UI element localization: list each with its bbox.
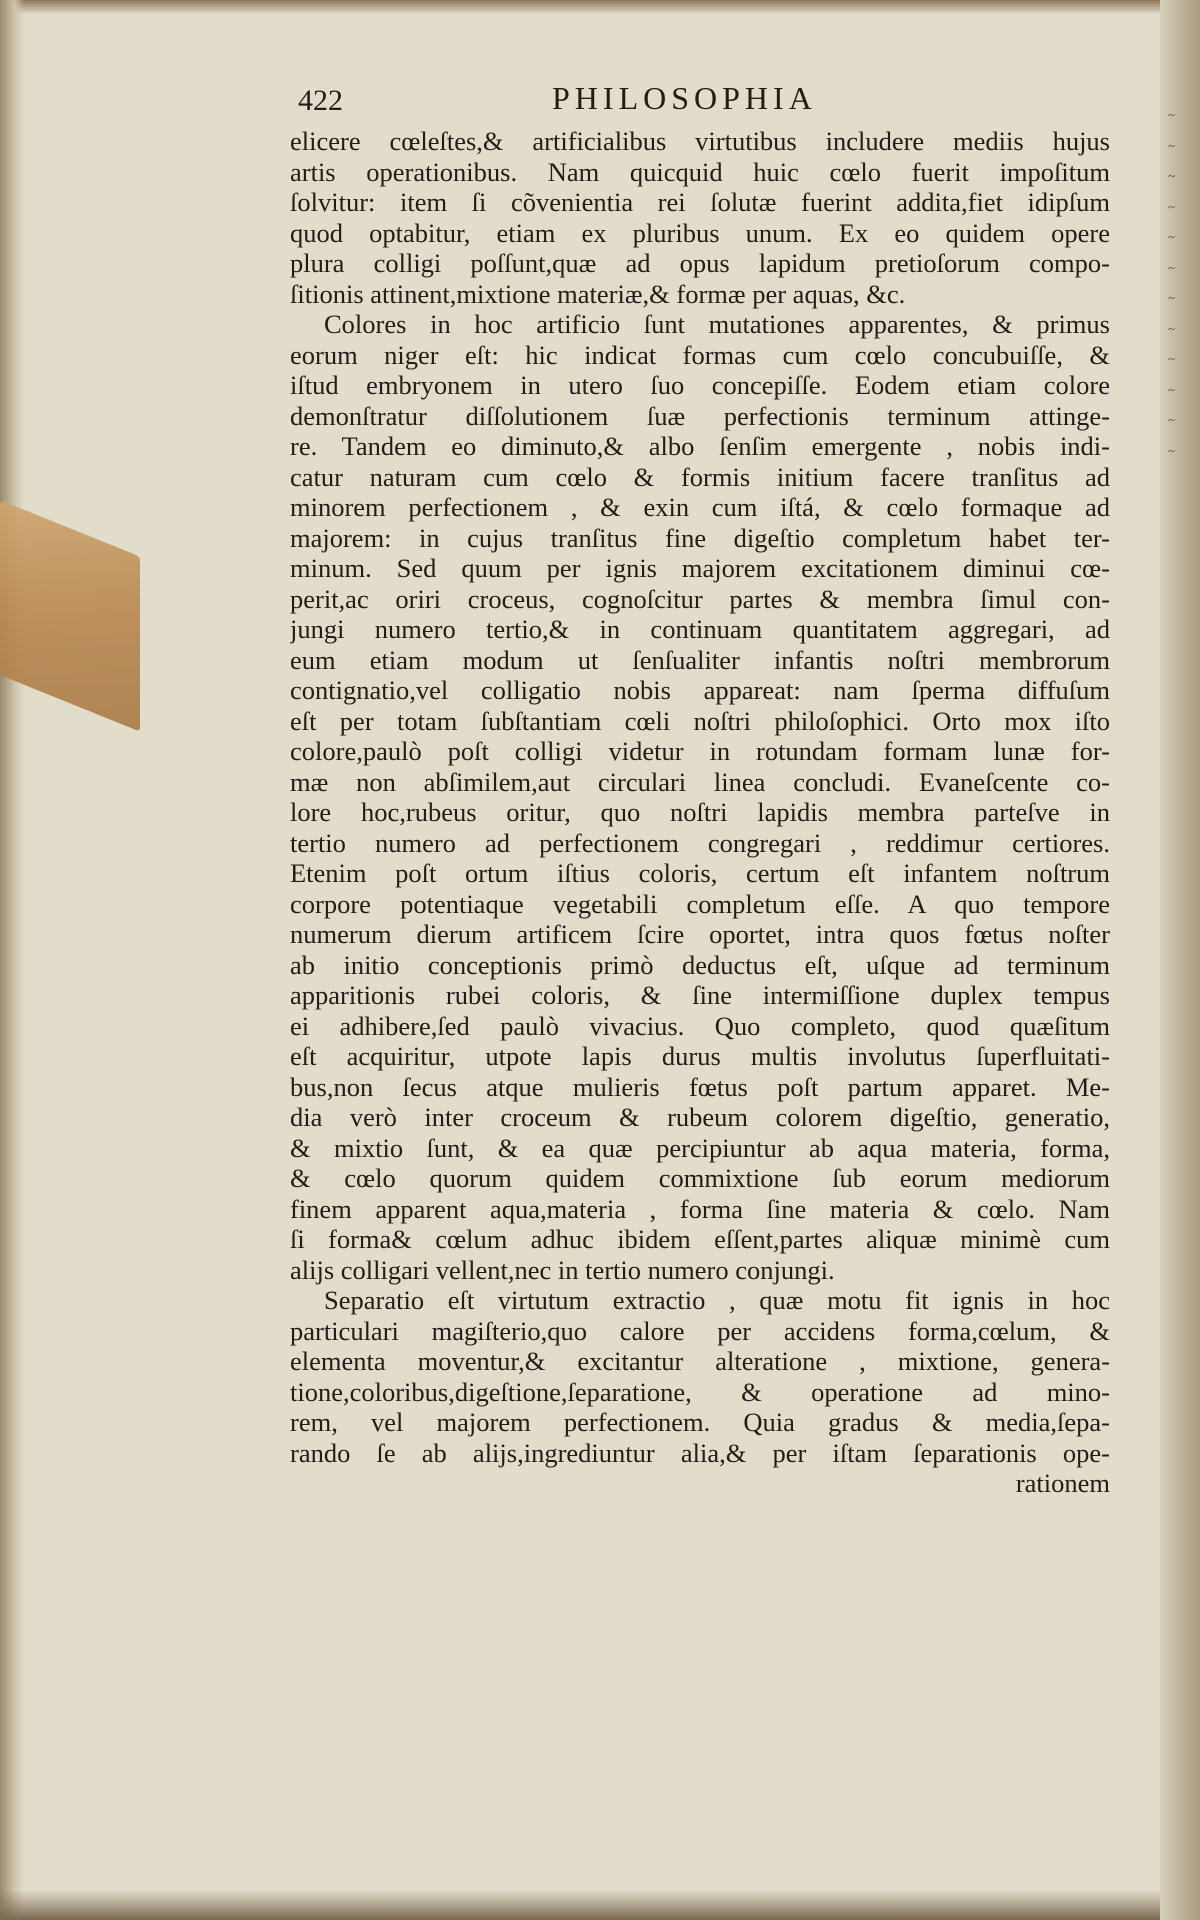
text-line: lore hoc,rubeus oritur, quo noſtri lapidis membra parteſve in: [290, 797, 1110, 827]
text-line: ſi forma& cœlum adhuc ibidem eſſent,partes aliquæ minimè cum: [290, 1224, 1110, 1254]
running-title: PHILOSOPHIA: [552, 80, 817, 116]
margin-fragment: ~: [1168, 259, 1176, 275]
margin-fragment: ~: [1168, 198, 1176, 214]
text-line: re. Tandem eo diminuto,& albo ſenſim emergente , nobis indi-: [290, 431, 1110, 461]
text-line: mæ non abſimilem,aut circulari linea concludi. Evaneſcente co-: [290, 766, 1110, 797]
text-line: quod optabitur, etiam ex pluribus unum. Ex eo quidem opere: [290, 217, 1110, 248]
page-text-block: [290, 80, 1110, 1499]
text-line: jungi numero tertio,& in continuam quantitatem aggregari, ad: [290, 614, 1110, 644]
text-line: apparitionis rubei coloris, & ſine intermiſſione duplex tempus: [290, 980, 1110, 1010]
page-left-edge: [0, 0, 24, 1920]
text-line: numerum dierum artificem ſcire oportet, intra quos fœtus noſter: [290, 919, 1110, 949]
text-line: particulari magiſterio,quo calore per accidens forma,cœlum, &: [290, 1315, 1110, 1346]
margin-fragment: ~: [1168, 320, 1176, 336]
catchword: rationem: [1015, 1468, 1110, 1498]
text-line: ſolvitur: item ſi cõvenientia rei ſolutæ fuerint addita,fiet idipſum: [290, 187, 1110, 217]
margin-fragment: ~: [1168, 107, 1176, 122]
text-line: dia verò inter croceum & rubeum colorem digeſtio, generatio,: [290, 1102, 1110, 1132]
text-line: alijs colligari vellent,nec in tertio numero conjungi.: [290, 1254, 835, 1285]
margin-fragment: ~: [1168, 229, 1176, 244]
text-line: & cœlo quorum quidem commixtione ſub eorum mediorum: [290, 1163, 1110, 1193]
text-line: eſt acquiritur, utpote lapis durus multis involutus ſuperfluitati-: [290, 1041, 1110, 1071]
text-line: ſitionis attinent,mixtione materiæ,& formæ per aquas, &c.: [290, 278, 906, 309]
text-line: & mixtio ſunt, & ea quæ percipiuntur ab aqua materia, forma,: [290, 1132, 1110, 1163]
text-line: colore,paulò poſt colligi videtur in rotundam formam lunæ for-: [290, 736, 1110, 766]
text-line: catur naturam cum cœlo & formis initium facere tranſitus ad: [290, 461, 1110, 492]
text-line: tertio numero ad perfectionem congregari , reddimur certiores.: [290, 827, 1110, 858]
text-line: rem, vel majorem perfectionem. Quia gradus & media,ſepa-: [290, 1407, 1110, 1437]
text-line: eſt per totam ſubſtantiam cœli noſtri philoſophici. Orto mox iſto: [290, 705, 1110, 736]
text-line: demonſtratur diſſolutionem ſuæ perfectionis terminum attinge-: [290, 400, 1110, 431]
text-line: corpore potentiaque vegetabili completum eſſe. A quo tempore: [290, 888, 1110, 919]
running-head: [290, 80, 1110, 126]
text-line: artis operationibus. Nam quicquid huic cœlo fuerit impoſitum: [290, 156, 1110, 187]
page-top-edge: [0, 0, 1200, 14]
text-line: minorem perfectionem , & exin cum iſtá, & cœlo formaque ad: [290, 492, 1110, 522]
text-line: elicere cœleſtes,& artificialibus virtutibus includere mediis hujus: [290, 126, 1110, 156]
text-line: ei adhibere,ſed paulò vivacius. Quo completo, quod quæſitum: [290, 1010, 1110, 1041]
text-line: plura colligi poſſunt,quæ ad opus lapidum pretioſorum compo-: [290, 248, 1110, 278]
text-line: eum etiam modum ut ſenſualiter infantis noſtri membrorum: [290, 644, 1110, 675]
margin-fragment: ~: [1168, 290, 1176, 305]
text-line: bus,non ſecus atque mulieris fœtus poſt partum apparet. Me-: [290, 1071, 1110, 1102]
text-line: Etenim poſt ortum iſtius coloris, certum eſt infantem noſtrum: [290, 858, 1110, 888]
text-line: rando ſe ab alijs,ingrediuntur alia,& per iſtam ſeparationis ope-: [290, 1437, 1110, 1468]
text-line: majorem: in cujus tranſitus fine digeſtio completum habet ter-: [290, 522, 1110, 553]
text-line: iſtud embryonem in utero ſuo concepiſſe. Eodem etiam colore: [290, 370, 1110, 400]
margin-fragment: ~: [1168, 381, 1176, 397]
margin-fragment: ~: [1168, 351, 1176, 366]
text-line: elementa moventur,& excitantur alteratione , mixtione, genera-: [290, 1346, 1110, 1376]
margin-fragment: ~: [1168, 412, 1176, 427]
text-line: perit,ac oriri croceus, cognoſcitur partes & membra ſimul con-: [290, 583, 1110, 614]
text-line: contignatio,vel colligatio nobis appareat: nam ſperma diffuſum: [290, 675, 1110, 705]
text-line: Separatio eſt virtutum extractio , quæ motu fit ignis in hoc: [324, 1285, 1110, 1315]
text-line: ab initio conceptionis primò deductus eſt, uſque ad terminum: [290, 949, 1110, 980]
margin-fragment: ~: [1168, 137, 1176, 153]
text-line: eorum niger eſt: hic indicat formas cum cœlo concubuiſſe, &: [290, 339, 1110, 370]
text-line: Colores in hoc artificio ſunt mutationes apparentes, & primus: [324, 309, 1110, 339]
text-line: minum. Sed quum per ignis majorem excitationem diminui cœ-: [290, 553, 1110, 583]
text-line: finem apparent aqua,materia , forma ſine materia & cœlo. Nam: [290, 1193, 1110, 1224]
page-bottom-edge: [0, 1890, 1200, 1920]
margin-fragment: ~: [1168, 442, 1176, 458]
margin-fragment: ~: [1168, 168, 1176, 183]
page-number: 422: [298, 84, 343, 117]
facing-page-margin-fragments: [1168, 100, 1198, 1500]
text-line: tione,coloribus,digeſtione,ſeparatione, & operatione ad mino-: [290, 1376, 1110, 1407]
